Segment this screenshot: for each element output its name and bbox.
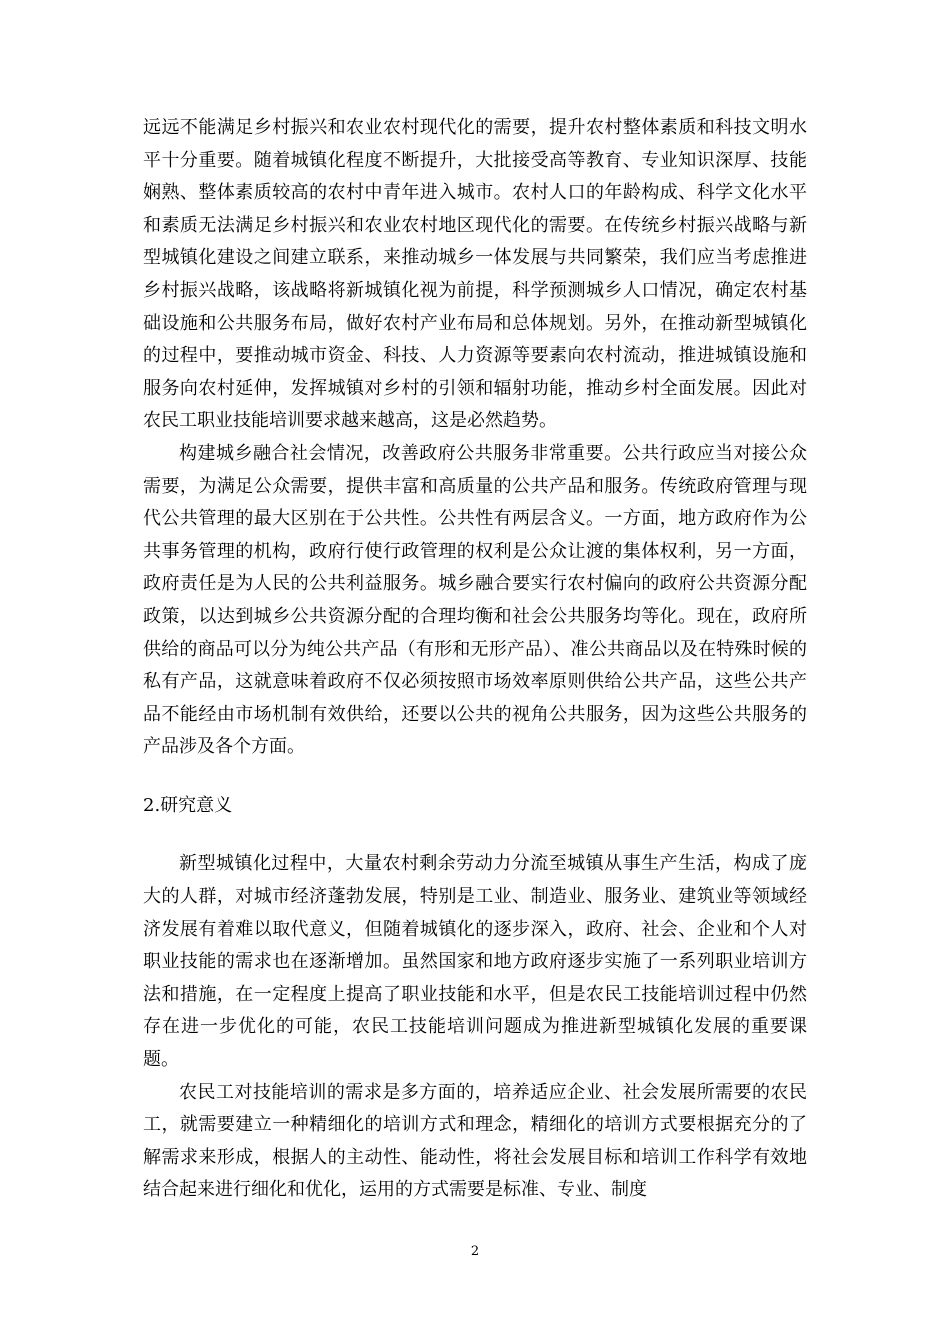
page-body [143,112,807,1207]
paragraph-1: 远远不能满足乡村振兴和农业农村现代化的需要，提升农村整体素质和科技文明水平十分重要。随着城镇化程度不断提升，大批接受高等教育、专业知识深厚、技能娴熟、整体素质较高的农村中青年进入城市。农村人口的年龄构成、科学文化水平和素质无法满足乡村振兴和农业农村地区现代化的需要。在传统乡村振兴战略与新型城镇化建设之间建立联系，来推动城乡一体发展与共同繁荣，我们应当考虑推进乡村振兴战略，该战略将新城镇化视为前提，科学预测城乡人口情况，确定农村基础设施和公共服务布局，做好农村产业布局和总体规划。另外，在推动新型城镇化的过程中，要推动城市资金、科技、人力资源等要素向农村流动，推进城镇设施和服务向农村延伸，发挥城镇对乡村的引领和辐射功能，推动乡村全面发展。因此对农民工职业技能培训要求越来越高，这是必然趋势。 [143,117,807,432]
page-number: 2 [470,1244,480,1259]
section-heading: 2.研究意义 [143,794,233,816]
paragraph-4: 农民工对技能培训的需求是多方面的，培养适应企业、社会发展所需要的农民工，就需要建立一种精细化的培训方式和理念，精细化的培训方式要根据充分的了解需求来形成，根据人的主动性、能动性，将社会发展目标和培训工作科学有效地结合起来进行细化和优化，运用的方式需要是标准、专业、制度 [143,1081,807,1201]
paragraph-2: 构建城乡融合社会情况，改善政府公共服务非常重要。公共行政应当对接公众需要，为满足公众需要，提供丰富和高质量的公共产品和服务。传统政府管理与现代公共管理的最大区别在于公共性。公共性有两层含义。一方面，地方政府作为公共事务管理的机构，政府行使行政管理的权利是公众让渡的集体权利，另一方面，政府责任是为人民的公共利益服务。城乡融合要实行农村偏向的政府公共资源分配政策，以达到城乡公共资源分配的合理均衡和社会公共服务均等化。现在，政府所供给的商品可以分为纯公共产品（有形和无形产品）、准公共商品以及在特殊时候的私有产品，这就意味着政府不仅必须按照市场效率原则供给公共产品，这些公共产品不能经由市场机制有效供给，还要以公共的视角公共服务，因为这些公共服务的产品涉及各个方面。 [143,442,807,758]
paragraph-3: 新型城镇化过程中，大量农村剩余劳动力分流至城镇从事生产生活，构成了庞大的人群，对城市经济蓬勃发展，特别是工业、制造业、服务业、建筑业等领域经济发展有着难以取代意义，但随着城镇化的逐步深入，政府、社会、企业和个人对职业技能的需求也在逐渐增加。虽然国家和地方政府逐步实施了一系列职业培训方法和措施，在一定程度上提高了职业技能和水平，但是农民工技能培训过程中仍然存在进一步优化的可能，农民工技能培训问题成为推进新型城镇化发展的重要课题。 [143,853,807,1071]
